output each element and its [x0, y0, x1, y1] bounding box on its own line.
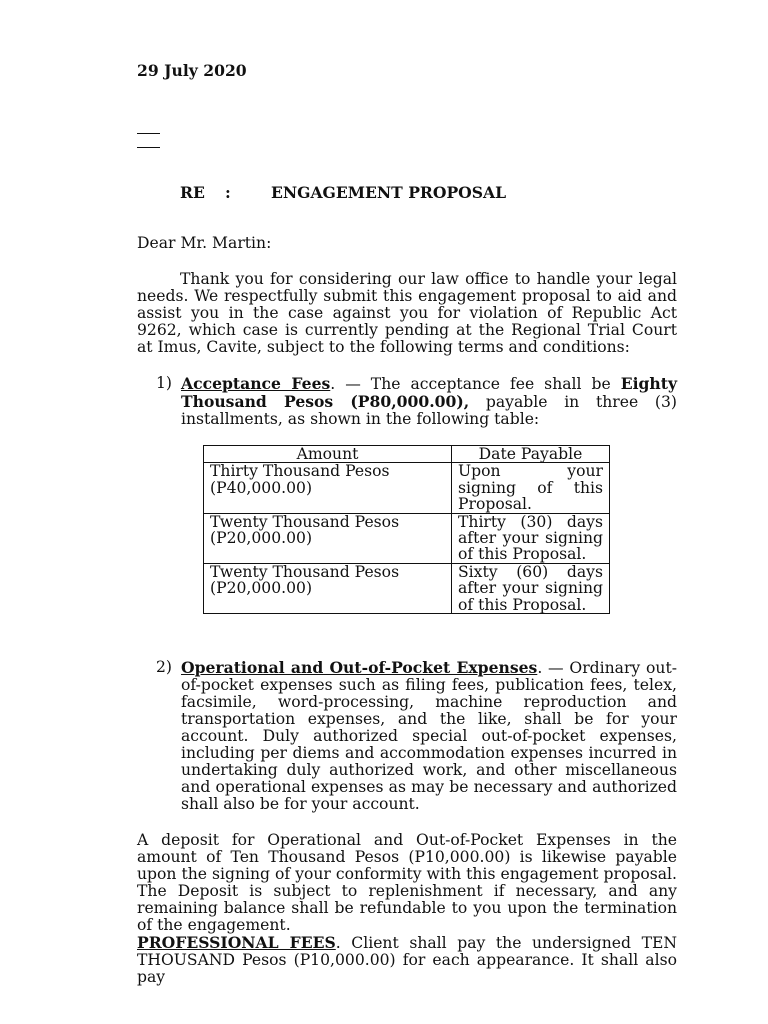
term-body	[181, 659, 677, 813]
due-cell: Thirty (30) days after your signing of this Proposal.	[452, 513, 610, 563]
term-number: 1)	[156, 374, 173, 392]
amount-words: Twenty Thousand Pesos	[210, 512, 400, 531]
amount-cell	[204, 563, 452, 613]
professional-fees-heading: PROFESSIONAL FEES	[137, 933, 336, 952]
due-cell: Upon your signing of this Proposal.	[452, 463, 610, 513]
re-subject: ENGAGEMENT PROPOSAL	[271, 183, 507, 202]
letter-date: 29 July 2020	[137, 61, 247, 80]
term-number: 2)	[156, 658, 173, 676]
term-rest: payable in three (3) installments, as shown in the following table:	[181, 393, 678, 428]
term-heading: Operational and Out-of-Pocket Expenses	[181, 658, 538, 677]
term-acceptance-fees	[156, 375, 677, 428]
column-header-date-payable: Date Payable	[452, 446, 610, 463]
table-header-row	[204, 446, 610, 463]
table-row	[204, 463, 610, 513]
re-label: RE	[180, 183, 205, 202]
subject-line	[180, 183, 506, 202]
amount-cell	[204, 513, 452, 563]
salutation: Dear Mr. Martin:	[137, 234, 272, 252]
table-row	[204, 513, 610, 563]
table-row	[204, 563, 610, 613]
term-amount: Eighty Thousand Pesos (P80,000.00),	[181, 374, 678, 411]
addressee-blank-line-1	[137, 133, 160, 134]
amount-figure: (P20,000.00)	[210, 529, 313, 548]
amount-words: Twenty Thousand Pesos	[210, 562, 400, 581]
professional-fees-paragraph	[137, 934, 677, 986]
column-header-amount: Amount	[204, 446, 452, 463]
term-text: . — Ordinary out-of-pocket expenses such as filing fees, publication fees, telex, facsimile, word-processing, machine reproduction and transportation expenses, and the like, shall be for your account. Duly authorized special out-of-pocket expenses, including per diems and accommodation expenses incurred in undertaking duly authorized work, and other miscellaneous and operational expenses as may be necessary and authorized shall also be for your account.	[181, 659, 677, 813]
intro-paragraph: Thank you for considering our law office to handle your legal needs. We respectfully submit this engagement proposal to aid and assist you in the case against you for violation of Republic Act 9262, which case is currently pending at the Regional Trial Court at Imus, Cavite, subject to the following terms and conditions:	[137, 270, 677, 356]
term-body	[181, 375, 677, 428]
amount-words: Thirty Thousand Pesos	[210, 462, 390, 481]
re-colon: :	[225, 183, 231, 202]
term-heading: Acceptance Fees	[181, 374, 331, 393]
term-lead: . — The acceptance fee shall be	[330, 375, 621, 393]
installment-table	[203, 445, 610, 614]
amount-figure: (P20,000.00)	[210, 579, 313, 598]
addressee-blank-line-2	[137, 147, 160, 148]
amount-cell	[204, 463, 452, 513]
term-operational-expenses	[156, 659, 677, 813]
professional-fees-text: . Client shall pay the undersigned TEN THOUSAND Pesos (P10,000.00) for each appearance. It shall also pay	[137, 934, 677, 986]
due-cell: Sixty (60) days after your signing of this Proposal.	[452, 563, 610, 613]
deposit-paragraph: A deposit for Operational and Out-of-Pocket Expenses in the amount of Ten Thousand Pesos (P10,000.00) is likewise payable upon the signing of your conformity with this engagement proposal. The Deposit is subject to replenishment if necessary, and any remaining balance shall be refundable to you upon the termination of the engagement.	[137, 831, 677, 934]
amount-figure: (P40,000.00)	[210, 478, 313, 497]
